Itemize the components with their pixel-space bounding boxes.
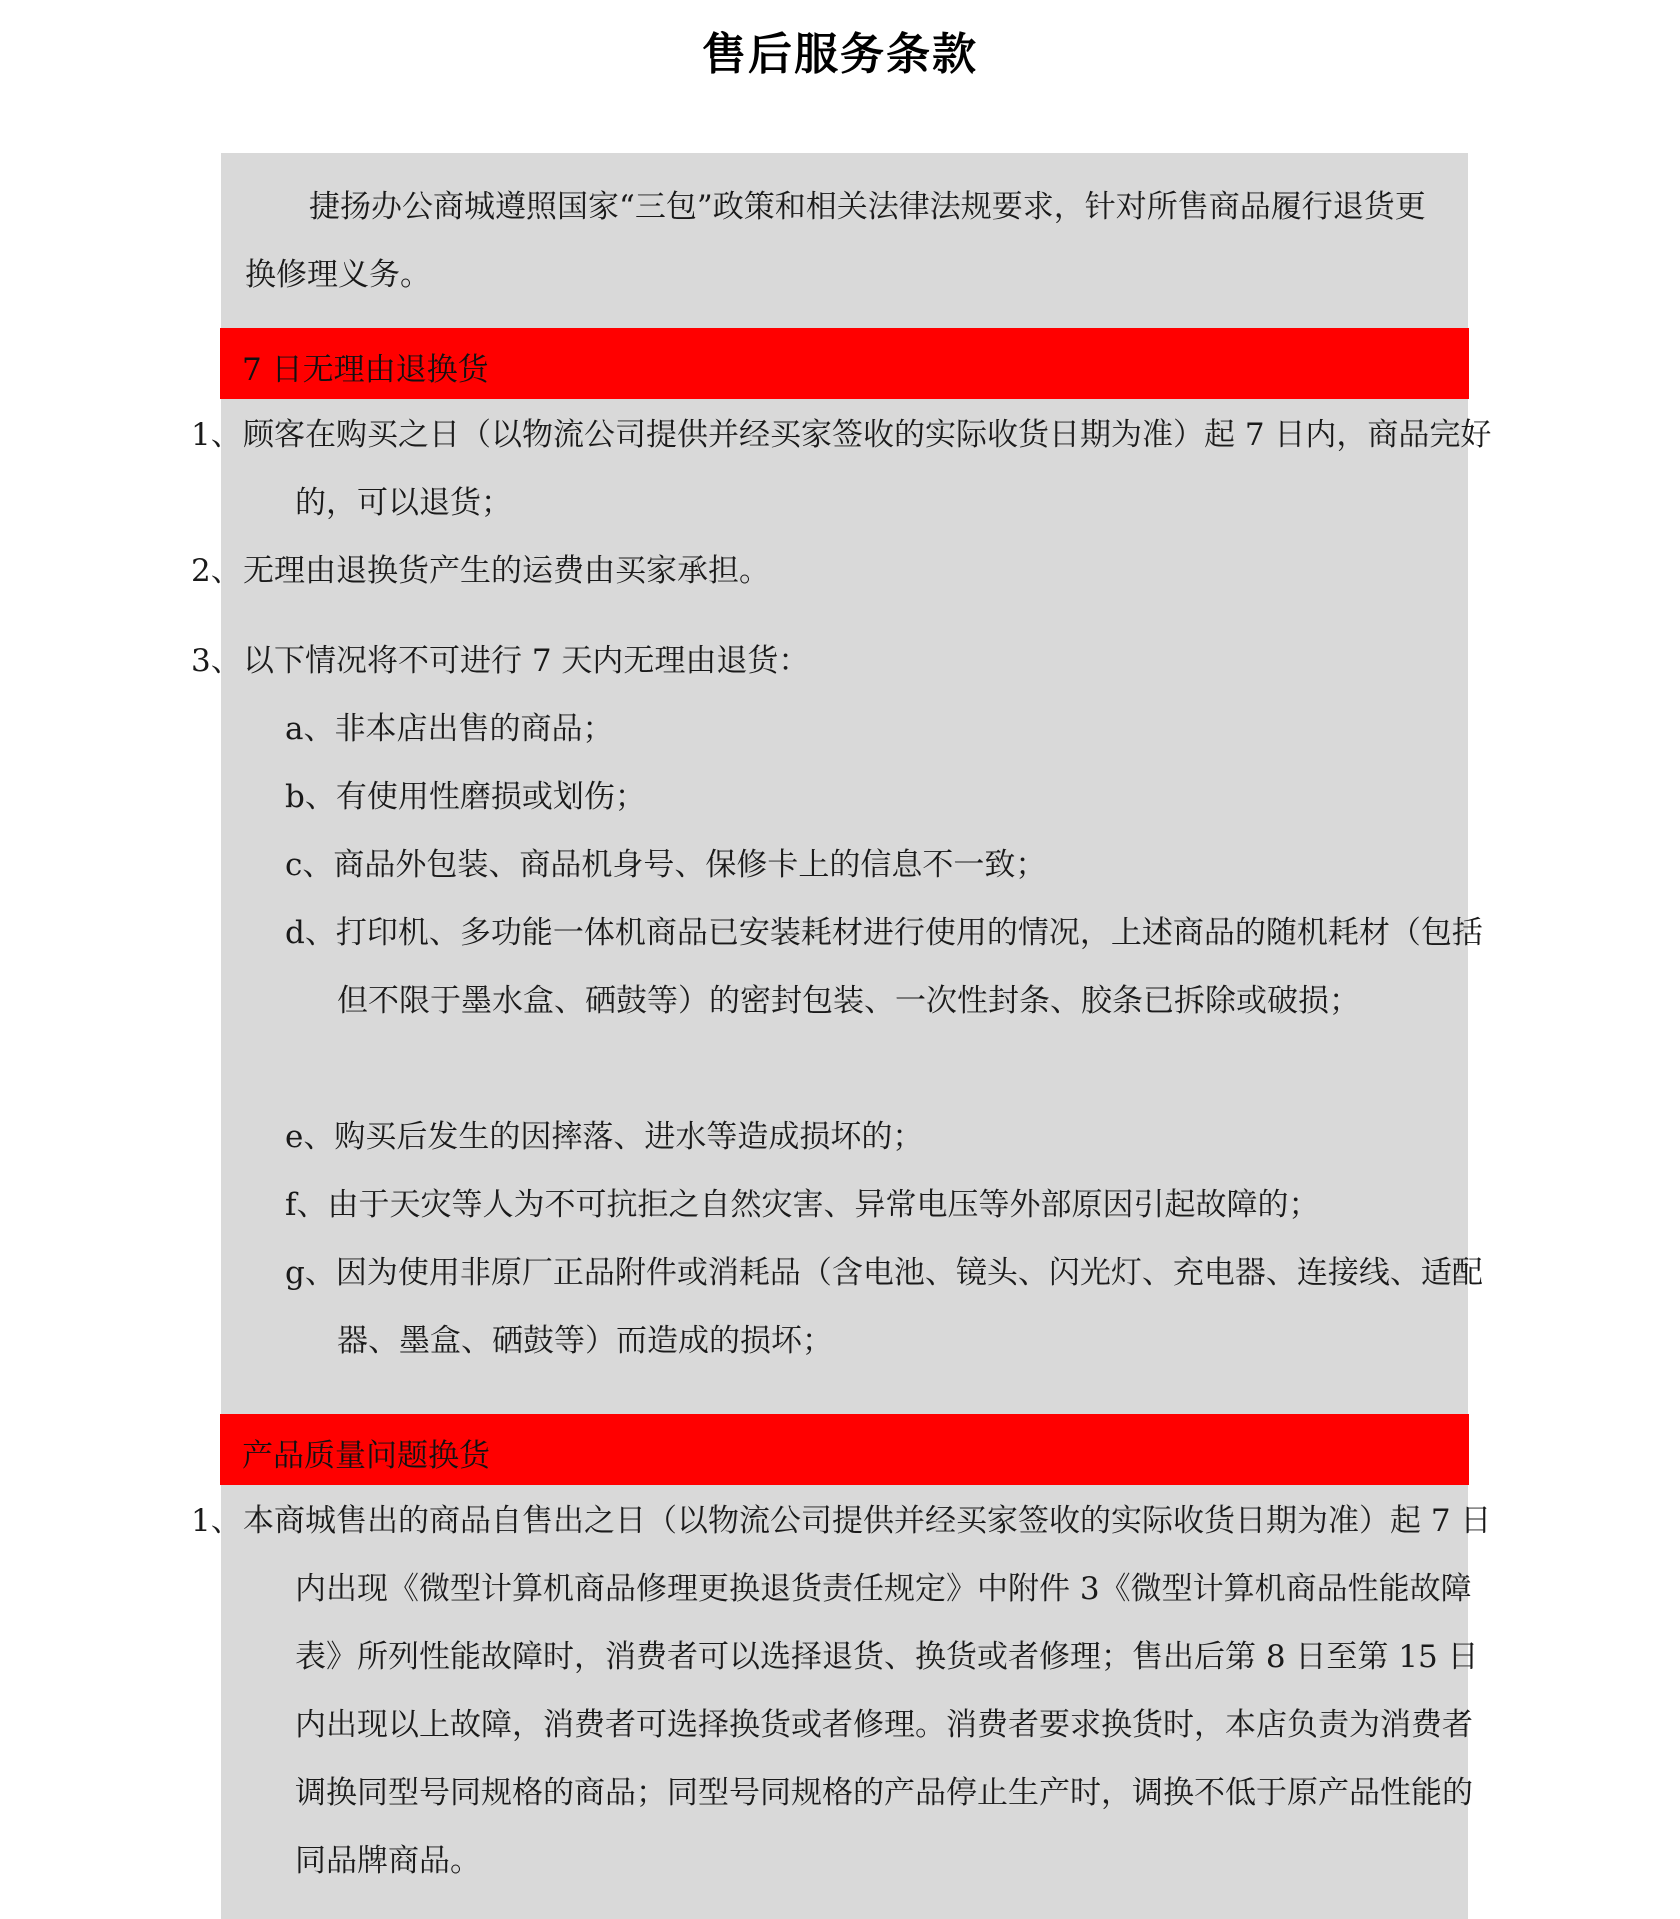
sub-item-text: 非本店出售的商品； [334, 711, 614, 747]
sub-list-item [285, 763, 1500, 831]
sub-list-item [285, 1103, 1500, 1171]
sub-item-marker: b、 [285, 779, 336, 815]
sub-list-item [285, 899, 1500, 1035]
list-item: 1、顾客在购买之日（以物流公司提供并经买家签收的实际收货日期为准）起 7 日内，商品完好的，可以退货； [191, 417, 1492, 521]
sub-item-text: 购买后发生的因摔落、进水等造成损坏的； [334, 1119, 924, 1155]
sub-item-marker: d、 [285, 915, 336, 951]
page-title: 售后服务条款 [702, 29, 978, 80]
sub-list-item [285, 1171, 1500, 1239]
sub-item-marker: c、 [285, 847, 334, 883]
sub-item-text: 商品外包装、商品机身号、保修卡上的信息不一致； [333, 847, 1047, 883]
item-text: 无理由退换货产生的运费由买家承担。 [243, 553, 770, 589]
sub-item-marker: a、 [285, 711, 335, 747]
sub-item-text: 有使用性磨损或划伤； [335, 779, 646, 815]
section-header-quality-exchange: 产品质量问题换货 [220, 1414, 1469, 1485]
item-text: 以下情况将不可进行 7 天内无理由退货： [243, 643, 810, 679]
list-item: 1、本商城售出的商品自售出之日（以物流公司提供并经买家签收的实际收货日期为准）起 7 日内出现《微型计算机商品修理更换退货责任规定》中附件 3《微型计算机商品性能故障表》所列性能故障时，消费者可以选择退货、换货或者修理；售出后第 8 日至第 15 日内出现以上故障，消费者可选择换货或者修理。消费者要求换货时，本店负责为消费者调换同型号同规格的商品；同型号同规格的产品停止生产时，调换不低于原产品性能的同品牌商品。 [191, 1503, 1492, 1879]
section-header-seven-day-return: 7 日无理由退换货 [220, 328, 1469, 399]
sub-item-marker: e、 [285, 1119, 335, 1155]
list-item: 3、以下情况将不可进行 7 天内无理由退货： [191, 643, 810, 679]
item-text: 本商城售出的商品自售出之日（以物流公司提供并经买家签收的实际收货日期为准）起 7 日内出现《微型计算机商品修理更换退货责任规定》中附件 3《微型计算机商品性能故障表》所列性能故障时，消费者可以选择退货、换货或者修理；售出后第 8 日至第 15 日内出现以上故障，消费者可选择换货或者修理。消费者要求换货时，本店负责为消费者调换同型号同规格的商品；同型号同规格的产品停止生产时，调换不低于原产品性能的同品牌商品。 [243, 1503, 1492, 1879]
intro-paragraph: 捷扬办公商城遵照国家“三包”政策和相关法律法规要求，针对所售商品履行退货更换修理义务。 [245, 189, 1426, 293]
sub-item-marker: f、 [285, 1187, 328, 1223]
list-item: 2、无理由退换货产生的运费由买家承担。 [191, 553, 770, 589]
sub-item-marker: g、 [285, 1255, 336, 1291]
sub-list-item [285, 695, 1500, 763]
sub-item-text: 因为使用非原厂正品附件或消耗品（含电池、镜头、闪光灯、充电器、连接线、适配器、墨盒、硒鼓等）而造成的损坏； [335, 1255, 1483, 1359]
sub-item-text: 打印机、多功能一体机商品已安装耗材进行使用的情况，上述商品的随机耗材（包括但不限于墨水盒、硒鼓等）的密封包装、一次性封条、胶条已拆除或破损； [335, 915, 1483, 1019]
item-text: 顾客在购买之日（以物流公司提供并经买家签收的实际收货日期为准）起 7 日内，商品完好的，可以退货； [243, 417, 1492, 521]
terms-content [191, 153, 1492, 1919]
sub-item-text: 由于天灾等人为不可抗拒之自然灾害、异常电压等外部原因引起故障的； [327, 1187, 1320, 1223]
sub-list-item [285, 831, 1500, 899]
sub-list-item [285, 1239, 1500, 1375]
